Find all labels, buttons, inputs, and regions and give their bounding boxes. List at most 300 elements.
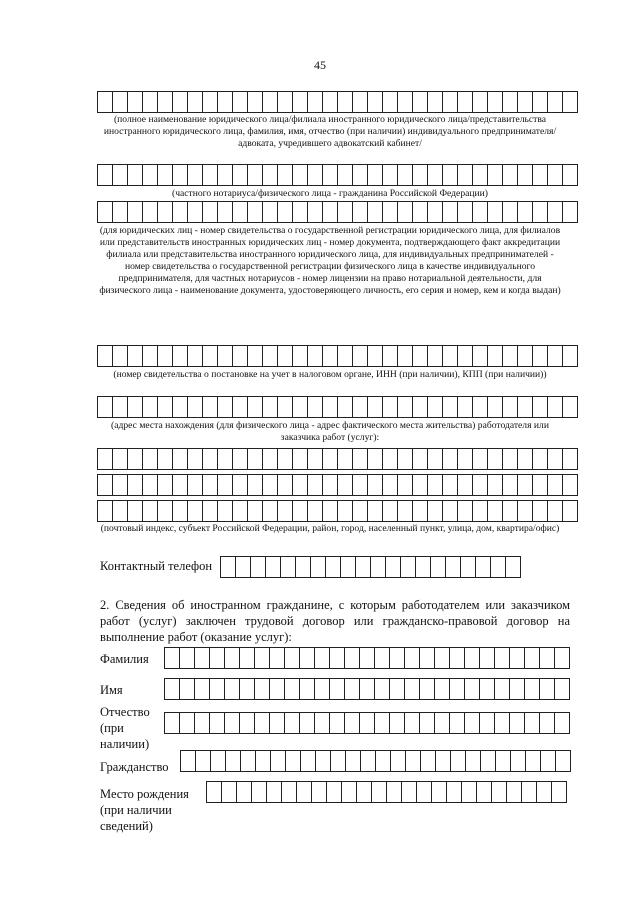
input-cell[interactable]	[503, 345, 518, 367]
input-cell[interactable]	[383, 500, 398, 522]
input-cell[interactable]	[458, 345, 473, 367]
input-cell[interactable]	[503, 201, 518, 223]
input-cell[interactable]	[491, 556, 506, 578]
input-cell[interactable]	[331, 750, 346, 772]
input-cell[interactable]	[270, 678, 285, 700]
input-cell[interactable]	[221, 556, 236, 578]
input-cell[interactable]	[443, 345, 458, 367]
input-cell[interactable]	[398, 164, 413, 186]
name-boxes[interactable]	[164, 678, 570, 700]
input-cell[interactable]	[405, 712, 420, 734]
address-boxes-4[interactable]	[97, 500, 578, 522]
input-cell[interactable]	[211, 750, 226, 772]
input-cell[interactable]	[281, 556, 296, 578]
input-cell[interactable]	[428, 448, 443, 470]
input-cell[interactable]	[218, 474, 233, 496]
input-cell[interactable]	[503, 500, 518, 522]
input-cell[interactable]	[345, 712, 360, 734]
input-cell[interactable]	[113, 91, 128, 113]
input-cell[interactable]	[316, 750, 331, 772]
input-cell[interactable]	[293, 500, 308, 522]
input-cell[interactable]	[203, 396, 218, 418]
input-cell[interactable]	[158, 345, 173, 367]
input-cell[interactable]	[533, 91, 548, 113]
input-cell[interactable]	[383, 448, 398, 470]
input-cell[interactable]	[361, 750, 376, 772]
input-cell[interactable]	[255, 678, 270, 700]
input-cell[interactable]	[488, 474, 503, 496]
input-cell[interactable]	[360, 647, 375, 669]
input-cell[interactable]	[398, 474, 413, 496]
input-cell[interactable]	[458, 201, 473, 223]
input-cell[interactable]	[233, 345, 248, 367]
input-cell[interactable]	[251, 556, 266, 578]
input-cell[interactable]	[180, 712, 195, 734]
input-cell[interactable]	[371, 556, 386, 578]
input-cell[interactable]	[218, 91, 233, 113]
input-cell[interactable]	[181, 750, 196, 772]
input-cell[interactable]	[128, 500, 143, 522]
input-cell[interactable]	[312, 781, 327, 803]
surname-boxes[interactable]	[164, 647, 570, 669]
input-cell[interactable]	[503, 396, 518, 418]
input-cell[interactable]	[390, 678, 405, 700]
input-cell[interactable]	[113, 201, 128, 223]
input-cell[interactable]	[510, 647, 525, 669]
input-cell[interactable]	[522, 781, 537, 803]
input-cell[interactable]	[541, 750, 556, 772]
input-cell[interactable]	[563, 448, 578, 470]
input-cell[interactable]	[406, 750, 421, 772]
input-cell[interactable]	[278, 500, 293, 522]
input-cell[interactable]	[525, 712, 540, 734]
input-cell[interactable]	[128, 396, 143, 418]
input-cell[interactable]	[255, 647, 270, 669]
input-cell[interactable]	[308, 345, 323, 367]
input-cell[interactable]	[391, 750, 406, 772]
input-cell[interactable]	[188, 345, 203, 367]
input-cell[interactable]	[480, 712, 495, 734]
input-cell[interactable]	[405, 678, 420, 700]
input-cell[interactable]	[390, 647, 405, 669]
input-cell[interactable]	[503, 91, 518, 113]
input-cell[interactable]	[143, 396, 158, 418]
input-cell[interactable]	[173, 201, 188, 223]
input-cell[interactable]	[533, 448, 548, 470]
input-cell[interactable]	[413, 201, 428, 223]
input-cell[interactable]	[462, 781, 477, 803]
input-cell[interactable]	[278, 345, 293, 367]
input-cell[interactable]	[225, 712, 240, 734]
input-cell[interactable]	[293, 448, 308, 470]
input-cell[interactable]	[266, 556, 281, 578]
input-cell[interactable]	[405, 647, 420, 669]
input-cell[interactable]	[345, 647, 360, 669]
input-cell[interactable]	[548, 448, 563, 470]
input-cell[interactable]	[458, 448, 473, 470]
input-cell[interactable]	[203, 164, 218, 186]
input-cell[interactable]	[98, 396, 113, 418]
input-cell[interactable]	[248, 500, 263, 522]
input-cell[interactable]	[525, 678, 540, 700]
input-cell[interactable]	[488, 91, 503, 113]
input-cell[interactable]	[263, 164, 278, 186]
input-cell[interactable]	[518, 91, 533, 113]
input-cell[interactable]	[368, 448, 383, 470]
input-cell[interactable]	[540, 712, 555, 734]
input-cell[interactable]	[353, 396, 368, 418]
input-cell[interactable]	[548, 500, 563, 522]
input-cell[interactable]	[173, 396, 188, 418]
input-cell[interactable]	[218, 201, 233, 223]
input-cell[interactable]	[180, 647, 195, 669]
input-cell[interactable]	[540, 647, 555, 669]
input-cell[interactable]	[158, 396, 173, 418]
input-cell[interactable]	[357, 781, 372, 803]
input-cell[interactable]	[413, 474, 428, 496]
input-cell[interactable]	[143, 91, 158, 113]
input-cell[interactable]	[465, 712, 480, 734]
input-cell[interactable]	[413, 164, 428, 186]
input-cell[interactable]	[98, 164, 113, 186]
input-cell[interactable]	[225, 647, 240, 669]
input-cell[interactable]	[203, 500, 218, 522]
input-cell[interactable]	[563, 164, 578, 186]
input-cell[interactable]	[195, 647, 210, 669]
input-cell[interactable]	[443, 500, 458, 522]
input-cell[interactable]	[345, 678, 360, 700]
input-cell[interactable]	[420, 712, 435, 734]
input-cell[interactable]	[263, 91, 278, 113]
input-cell[interactable]	[466, 750, 481, 772]
input-cell[interactable]	[563, 474, 578, 496]
address-boxes-3[interactable]	[97, 474, 578, 496]
input-cell[interactable]	[473, 345, 488, 367]
input-cell[interactable]	[218, 345, 233, 367]
input-cell[interactable]	[338, 500, 353, 522]
input-cell[interactable]	[323, 500, 338, 522]
input-cell[interactable]	[360, 678, 375, 700]
input-cell[interactable]	[233, 500, 248, 522]
input-cell[interactable]	[480, 647, 495, 669]
input-cell[interactable]	[278, 201, 293, 223]
input-cell[interactable]	[375, 647, 390, 669]
input-cell[interactable]	[398, 201, 413, 223]
input-cell[interactable]	[360, 712, 375, 734]
input-cell[interactable]	[458, 474, 473, 496]
input-cell[interactable]	[443, 474, 458, 496]
input-cell[interactable]	[443, 201, 458, 223]
input-cell[interactable]	[477, 781, 492, 803]
input-cell[interactable]	[533, 474, 548, 496]
input-cell[interactable]	[548, 345, 563, 367]
input-cell[interactable]	[300, 647, 315, 669]
input-cell[interactable]	[458, 91, 473, 113]
input-cell[interactable]	[293, 345, 308, 367]
input-cell[interactable]	[188, 164, 203, 186]
input-cell[interactable]	[473, 500, 488, 522]
input-cell[interactable]	[233, 201, 248, 223]
address-boxes-1[interactable]	[97, 396, 578, 418]
input-cell[interactable]	[476, 556, 491, 578]
input-cell[interactable]	[158, 164, 173, 186]
input-cell[interactable]	[413, 345, 428, 367]
input-cell[interactable]	[555, 678, 570, 700]
input-cell[interactable]	[372, 781, 387, 803]
input-cell[interactable]	[173, 164, 188, 186]
input-cell[interactable]	[506, 556, 521, 578]
input-cell[interactable]	[271, 750, 286, 772]
input-cell[interactable]	[353, 201, 368, 223]
input-cell[interactable]	[443, 164, 458, 186]
input-cell[interactable]	[431, 556, 446, 578]
input-cell[interactable]	[533, 396, 548, 418]
input-cell[interactable]	[263, 448, 278, 470]
input-cell[interactable]	[473, 448, 488, 470]
input-cell[interactable]	[443, 396, 458, 418]
input-cell[interactable]	[323, 164, 338, 186]
input-cell[interactable]	[503, 448, 518, 470]
input-cell[interactable]	[263, 396, 278, 418]
employer-name-boxes-2[interactable]	[97, 164, 578, 186]
input-cell[interactable]	[518, 396, 533, 418]
input-cell[interactable]	[278, 474, 293, 496]
input-cell[interactable]	[387, 781, 402, 803]
input-cell[interactable]	[353, 164, 368, 186]
input-cell[interactable]	[278, 448, 293, 470]
input-cell[interactable]	[323, 474, 338, 496]
input-cell[interactable]	[263, 345, 278, 367]
input-cell[interactable]	[552, 781, 567, 803]
input-cell[interactable]	[338, 91, 353, 113]
input-cell[interactable]	[356, 556, 371, 578]
input-cell[interactable]	[323, 396, 338, 418]
input-cell[interactable]	[165, 712, 180, 734]
input-cell[interactable]	[270, 647, 285, 669]
input-cell[interactable]	[327, 781, 342, 803]
input-cell[interactable]	[308, 500, 323, 522]
input-cell[interactable]	[323, 448, 338, 470]
input-cell[interactable]	[285, 712, 300, 734]
input-cell[interactable]	[218, 448, 233, 470]
input-cell[interactable]	[376, 750, 391, 772]
input-cell[interactable]	[98, 474, 113, 496]
input-cell[interactable]	[248, 201, 263, 223]
input-cell[interactable]	[488, 448, 503, 470]
input-cell[interactable]	[383, 91, 398, 113]
input-cell[interactable]	[330, 647, 345, 669]
input-cell[interactable]	[451, 750, 466, 772]
input-cell[interactable]	[518, 164, 533, 186]
input-cell[interactable]	[353, 448, 368, 470]
input-cell[interactable]	[518, 474, 533, 496]
input-cell[interactable]	[368, 91, 383, 113]
input-cell[interactable]	[383, 474, 398, 496]
input-cell[interactable]	[492, 781, 507, 803]
input-cell[interactable]	[188, 91, 203, 113]
input-cell[interactable]	[383, 396, 398, 418]
input-cell[interactable]	[435, 712, 450, 734]
input-cell[interactable]	[203, 474, 218, 496]
input-cell[interactable]	[435, 647, 450, 669]
input-cell[interactable]	[128, 345, 143, 367]
input-cell[interactable]	[128, 91, 143, 113]
input-cell[interactable]	[285, 678, 300, 700]
input-cell[interactable]	[368, 345, 383, 367]
address-boxes-2[interactable]	[97, 448, 578, 470]
input-cell[interactable]	[533, 201, 548, 223]
input-cell[interactable]	[158, 448, 173, 470]
input-cell[interactable]	[428, 164, 443, 186]
input-cell[interactable]	[165, 678, 180, 700]
input-cell[interactable]	[488, 164, 503, 186]
input-cell[interactable]	[473, 201, 488, 223]
input-cell[interactable]	[308, 91, 323, 113]
input-cell[interactable]	[473, 164, 488, 186]
input-cell[interactable]	[540, 678, 555, 700]
input-cell[interactable]	[293, 474, 308, 496]
input-cell[interactable]	[165, 647, 180, 669]
input-cell[interactable]	[308, 396, 323, 418]
input-cell[interactable]	[338, 474, 353, 496]
input-cell[interactable]	[353, 345, 368, 367]
input-cell[interactable]	[428, 201, 443, 223]
input-cell[interactable]	[218, 164, 233, 186]
input-cell[interactable]	[480, 678, 495, 700]
input-cell[interactable]	[293, 201, 308, 223]
input-cell[interactable]	[398, 91, 413, 113]
input-cell[interactable]	[263, 474, 278, 496]
input-cell[interactable]	[432, 781, 447, 803]
input-cell[interactable]	[143, 345, 158, 367]
input-cell[interactable]	[346, 750, 361, 772]
input-cell[interactable]	[98, 201, 113, 223]
input-cell[interactable]	[236, 556, 251, 578]
input-cell[interactable]	[278, 164, 293, 186]
input-cell[interactable]	[503, 164, 518, 186]
input-cell[interactable]	[323, 201, 338, 223]
input-cell[interactable]	[518, 201, 533, 223]
input-cell[interactable]	[203, 345, 218, 367]
input-cell[interactable]	[113, 448, 128, 470]
input-cell[interactable]	[428, 500, 443, 522]
input-cell[interactable]	[301, 750, 316, 772]
input-cell[interactable]	[555, 712, 570, 734]
input-cell[interactable]	[315, 712, 330, 734]
input-cell[interactable]	[368, 474, 383, 496]
input-cell[interactable]	[308, 201, 323, 223]
input-cell[interactable]	[548, 91, 563, 113]
input-cell[interactable]	[248, 474, 263, 496]
input-cell[interactable]	[188, 448, 203, 470]
input-cell[interactable]	[173, 91, 188, 113]
input-cell[interactable]	[248, 448, 263, 470]
input-cell[interactable]	[323, 345, 338, 367]
citizenship-boxes[interactable]	[180, 750, 571, 772]
input-cell[interactable]	[398, 396, 413, 418]
input-cell[interactable]	[548, 164, 563, 186]
input-cell[interactable]	[563, 201, 578, 223]
input-cell[interactable]	[308, 448, 323, 470]
input-cell[interactable]	[255, 712, 270, 734]
input-cell[interactable]	[233, 448, 248, 470]
input-cell[interactable]	[180, 678, 195, 700]
input-cell[interactable]	[548, 396, 563, 418]
input-cell[interactable]	[511, 750, 526, 772]
input-cell[interactable]	[555, 647, 570, 669]
input-cell[interactable]	[195, 678, 210, 700]
input-cell[interactable]	[390, 712, 405, 734]
input-cell[interactable]	[510, 712, 525, 734]
input-cell[interactable]	[233, 91, 248, 113]
input-cell[interactable]	[113, 345, 128, 367]
input-cell[interactable]	[428, 91, 443, 113]
input-cell[interactable]	[495, 712, 510, 734]
input-cell[interactable]	[563, 345, 578, 367]
input-cell[interactable]	[188, 500, 203, 522]
input-cell[interactable]	[473, 396, 488, 418]
input-cell[interactable]	[420, 678, 435, 700]
input-cell[interactable]	[338, 164, 353, 186]
input-cell[interactable]	[465, 647, 480, 669]
input-cell[interactable]	[240, 647, 255, 669]
input-cell[interactable]	[446, 556, 461, 578]
input-cell[interactable]	[461, 556, 476, 578]
input-cell[interactable]	[525, 647, 540, 669]
input-cell[interactable]	[248, 345, 263, 367]
input-cell[interactable]	[368, 201, 383, 223]
input-cell[interactable]	[495, 678, 510, 700]
input-cell[interactable]	[270, 712, 285, 734]
input-cell[interactable]	[113, 396, 128, 418]
input-cell[interactable]	[98, 345, 113, 367]
input-cell[interactable]	[436, 750, 451, 772]
input-cell[interactable]	[308, 474, 323, 496]
input-cell[interactable]	[240, 712, 255, 734]
input-cell[interactable]	[383, 164, 398, 186]
input-cell[interactable]	[300, 678, 315, 700]
patronymic-boxes[interactable]	[164, 712, 570, 734]
input-cell[interactable]	[248, 91, 263, 113]
input-cell[interactable]	[158, 500, 173, 522]
input-cell[interactable]	[143, 500, 158, 522]
input-cell[interactable]	[226, 750, 241, 772]
input-cell[interactable]	[128, 164, 143, 186]
input-cell[interactable]	[128, 201, 143, 223]
input-cell[interactable]	[338, 396, 353, 418]
input-cell[interactable]	[222, 781, 237, 803]
input-cell[interactable]	[450, 712, 465, 734]
input-cell[interactable]	[188, 474, 203, 496]
input-cell[interactable]	[330, 712, 345, 734]
input-cell[interactable]	[113, 500, 128, 522]
input-cell[interactable]	[428, 345, 443, 367]
input-cell[interactable]	[263, 201, 278, 223]
input-cell[interactable]	[237, 781, 252, 803]
input-cell[interactable]	[398, 448, 413, 470]
input-cell[interactable]	[428, 474, 443, 496]
input-cell[interactable]	[488, 345, 503, 367]
input-cell[interactable]	[158, 201, 173, 223]
input-cell[interactable]	[326, 556, 341, 578]
input-cell[interactable]	[278, 91, 293, 113]
input-cell[interactable]	[308, 164, 323, 186]
input-cell[interactable]	[503, 474, 518, 496]
input-cell[interactable]	[556, 750, 571, 772]
input-cell[interactable]	[241, 750, 256, 772]
input-cell[interactable]	[450, 678, 465, 700]
input-cell[interactable]	[368, 396, 383, 418]
